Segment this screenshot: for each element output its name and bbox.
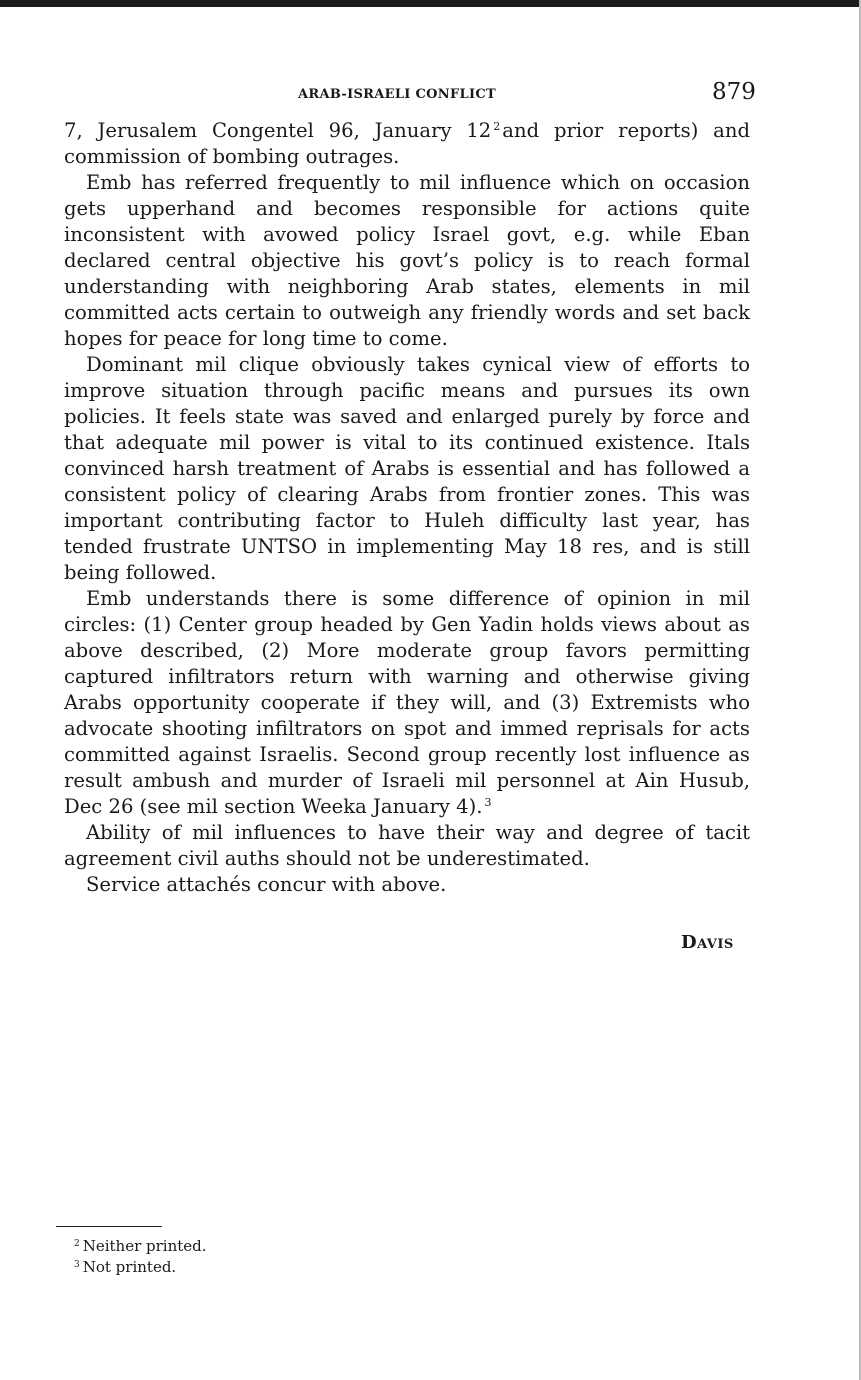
footnote-ref-3: 3: [484, 796, 492, 809]
running-title: ARAB-ISRAELI CONFLICT: [298, 87, 496, 102]
footnote-ref-2: 2: [493, 120, 501, 133]
running-header: [0, 79, 861, 109]
footnotes: [74, 1236, 207, 1278]
paragraph-1-text: 7, Jerusalem Congentel 96, January 12: [64, 119, 492, 142]
paragraph-1-text-cont: and prior reports) and commission of bombing outrages.: [64, 119, 750, 168]
paragraph-4: [64, 586, 750, 820]
paragraph-2: Emb has referred frequently to mil influence which on occasion gets upperhand and becomes responsible for actions quite inconsistent with avowed policy Israel govt, e.g. while Eban declared central objective his govt’s policy is to reach formal understanding with neighboring Arab states, elements in mil committed acts certain to outweigh any friendly words and set back hopes for peace for long time to come.: [64, 171, 750, 350]
footnote-3: [74, 1257, 207, 1278]
footnote-marker: 3: [74, 1260, 80, 1270]
top-page-edge: [0, 0, 861, 7]
footnote-marker: 2: [74, 1239, 80, 1249]
footnote-2: [74, 1236, 207, 1257]
paragraph-3: Dominant mil clique obviously takes cynical view of efforts to improve situation through pacific means and pursues its own policies. It feels state was saved and enlarged purely by force and that adequate mil power is vital to its continued existence. Itals convinced harsh treatment of Arabs is essential and has followed a consistent policy of clearing Arabs from frontier zones. This was important contributing factor to Huleh difficulty last year, has tended frustrate UNTSO in implementing May 18 res, and is still being followed.: [64, 353, 750, 584]
paragraph-5: Ability of mil influences to have their way and degree of tacit agreement civil auths should not be underestimated.: [64, 821, 750, 870]
footnote-text: Neither printed.: [82, 1237, 207, 1255]
signature: Davis: [681, 932, 734, 953]
page-number: 879: [712, 79, 756, 105]
paragraph-4-text: Emb understands there is some difference of opinion in mil circles: (1) Center group headed by Gen Yadin holds views about as above described, (2) More moderate group favors permitting captured infiltrators return with warning and otherwise giving Arabs opportunity cooperate if they will, and (3) Extremists who advocate shooting infiltrators on spot and immed reprisals for acts committed against Israelis. Second group recently lost influence as result ambush and murder of Israeli mil personnel at Ain Husub, Dec 26 (see mil section Weeka January 4).: [64, 587, 750, 818]
paragraph-1: [64, 118, 750, 170]
footnote-text: Not printed.: [82, 1258, 177, 1276]
body-text: [64, 118, 750, 898]
paragraph-6: Service attachés concur with above.: [86, 873, 447, 896]
footnote-divider: [56, 1226, 162, 1227]
